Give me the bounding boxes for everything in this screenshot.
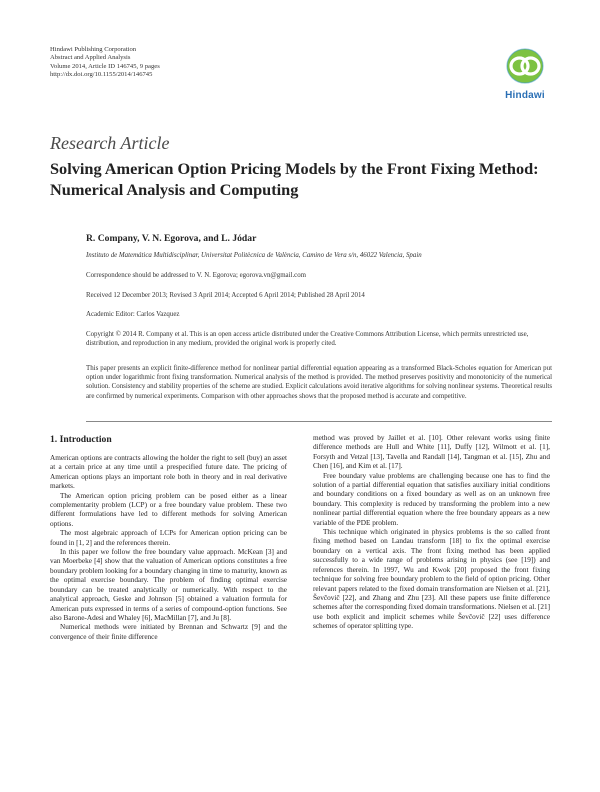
body-column-left xyxy=(50,434,287,642)
paragraph: Free boundary value problems are challenging because one has to find the solution of a partial differential equation that satisfies auxiliary initial conditions and boundary conditions on a fixed boundary as well as on an unknown free boundary. This complexity is reduced by transforming the problem into a new nonlinear partial differential equation where the free boundary appears as a new variable of the PDE problem. xyxy=(313,471,550,527)
section-heading: 1. Introduction xyxy=(50,434,112,445)
hindawi-logo-icon xyxy=(497,44,553,88)
paragraph: method was proved by Jaillet et al. [10]. Other relevant works using finite difference methods are Hull and White [11], Duffy [12], Wilmott et al. [1], Forsyth and Vetzal [13], Tavella and Randall [14], Tangman et al. [15], Zhu and Chen [16], and Kim et al. [17]. xyxy=(313,434,550,471)
publication-dates: Received 12 December 2013; Revised 3 April 2014; Accepted 6 April 2014; Published 28 April 2014 xyxy=(86,292,365,299)
paragraph: The American option pricing problem can be posed either as a linear complementarity problem (LCP) or a free boundary value problem. These two different formulations have led to different methods for solving American options. xyxy=(50,491,287,528)
journal-name: Abstract and Applied Analysis xyxy=(50,54,131,62)
abstract: This paper presents an explicit finite-difference method for nonlinear partial differential equation appearing as a transformed Black-Scholes equation for American put option under logarithmic front fixing transformation. Numerical analysis of the method is provided. The method preserves positivity and monotonicity of the numerical solution. Consistency and stability properties of the scheme are studied. Explicit calculations avoid iterative algorithms for solving nonlinear systems. Theoretical results are confirmed by numerical experiments. Comparison with other approaches shows that the proposed method is accurate and competitive. xyxy=(86,365,552,400)
paragraph: The most algebraic approach of LCPs for American option pricing can be found in [1, 2] and the references therein. xyxy=(50,529,287,547)
paragraph: This technique which originated in physics problems is the so called front fixing method based on Landau transform [18] to fix the optimal exercise boundary on a vertical axis. The front fixing method has been applied successfully to a wide range of problems arising in physics (see [19]) and references therein. In 1997, Wu and Kwok [20] proposed the front fixing technique for solving free boundary problem to the field of option pricing. Other relevant papers related to the fixed domain transformation are Nielsen et al. [21], Ševčovič [22], and Zhang and Zhu [23]. All these papers use finite difference schemes after the corresponding fixed domain transformations. Nielsen et al. [21] use both explicit and implicit schemes while Ševčovič [22] uses difference schemes of operator splitting type. xyxy=(313,528,550,631)
article-type: Research Article xyxy=(50,133,170,153)
paragraph: Numerical methods were initiated by Brennan and Schwartz [9] and the convergence of their finite difference xyxy=(50,623,287,641)
paragraph: In this paper we follow the free boundary value approach. McKean [3] and van Moerbeke [4] show that the valuation of American options constitutes a free boundary problem looking for a boundary changing in time to maturity, known as the optimal exercise boundary. The problem of finding optimal exercise boundary can be treated analytically or numerically. With respect to the analytical approach, Geske and Johnson [5] obtained a valuation formula for American puts expressed in terms of a series of compound-option functions. See also Barone-Adesi and Whaley [6], MacMillan [7], and Ju [8]. xyxy=(50,548,287,622)
doi-link[interactable]: http://dx.doi.org/10.1155/2014/146745 xyxy=(50,70,153,78)
publisher-line: Hindawi Publishing Corporation xyxy=(50,46,137,53)
article-title: Solving American Option Pricing Models by the Front Fixing Method: Numerical Analysis and Computing xyxy=(50,159,539,199)
article-authors: R. Company, V. N. Egorova, and L. Jódar xyxy=(86,233,257,244)
affiliation: Instituto de Matemática Multidisciplinar, Universitat Politècnica de València, Camino de Vera s/n, 46022 Valencia, Spain xyxy=(86,252,422,259)
copyright-notice: Copyright © 2014 R. Company et al. This is an open access article distributed under the Creative Commons Attribution License, which permits unrestricted use, distribution, and reproduction in any medium, provided the original work is properly cited. xyxy=(86,331,529,348)
journal-header xyxy=(50,46,160,79)
correspondence: Correspondence should be addressed to V. N. Egorova; egorova.vn@gmail.com xyxy=(86,272,307,279)
hindawi-logo-text: Hindawi xyxy=(505,90,545,101)
abstract-divider xyxy=(86,421,552,422)
body-column-right xyxy=(313,434,550,632)
academic-editor: Academic Editor: Carlos Vazquez xyxy=(86,311,180,318)
volume-line: Volume 2014, Article ID 146745, 9 pages xyxy=(50,62,160,70)
hindawi-logo[interactable] xyxy=(497,44,553,104)
paragraph: American options are contracts allowing the holder the right to sell (buy) an asset at a certain price at any time until a prespecified future date. The pricing of American options plays an important role both in theory and in real derivative markets. xyxy=(50,454,287,491)
